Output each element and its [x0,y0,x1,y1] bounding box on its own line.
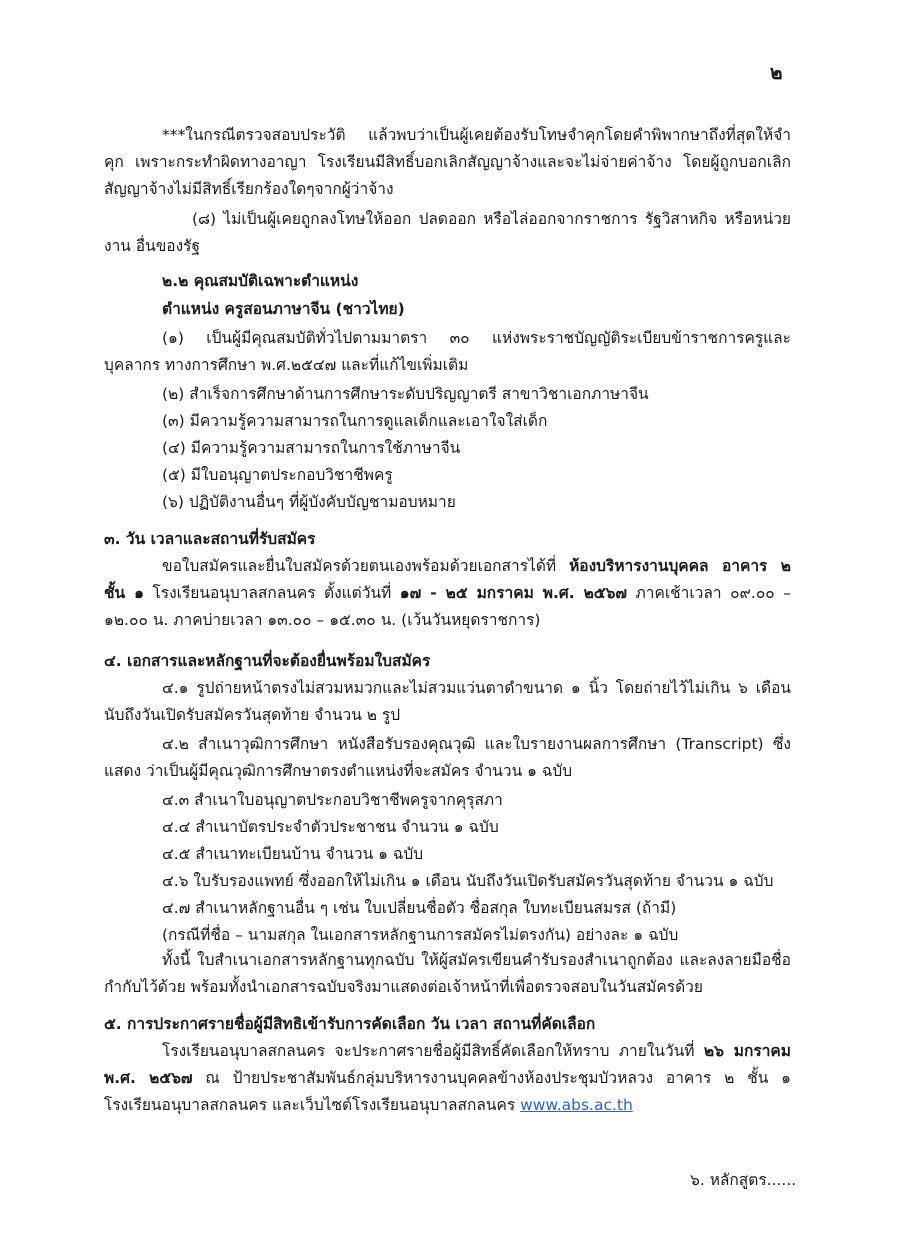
next-section-continuation: ๖. หลักสูตร...... [690,1171,797,1189]
document-4-7-note: (กรณีที่ชื่อ – นามสกุล ในเอกสารหลักฐานการสมัครไม่ตรงกัน) อย่างละ ๑ ฉบับ [162,926,679,944]
qualification-2: (๒) สำเร็จการศึกษาด้านการศึกษาระดับปริญญาตรี สาขาวิชาเอกภาษาจีน [162,385,649,403]
criminal-record-note: ***ในกรณีตรวจสอบประวัติ แล้วพบว่าเป็นผู้เคยต้องรับโทษจำคุกโดยคำพิพากษาถึงที่สุดให้จำคุก เพราะกระทำผิดทางอาญา โรงเรียนมีสิทธิ์บอกเลิกสัญญาจ้างและจะไม่จ่ายค่าจ้าง โดยผู้ถูกบอกเลิกสัญญาจ้างไม่มีสิทธิ์เรียกร้องใดๆจากผู้ว่าจ้าง [104,126,791,198]
section-4-heading: ๔. เอกสารและหลักฐานที่จะต้องยื่นพร้อมใบสมัคร [104,652,431,670]
page-number: ๒ [770,62,783,84]
document-4-6: ๔.๖ ใบรับรองแพทย์ ซึ่งออกให้ไม่เกิน ๑ เดือน นับถึงวันเปิดรับสมัครวันสุดท้าย จำนวน ๑ ฉบับ [162,872,774,890]
qualification-1: (๑) เป็นผู้มีคุณสมบัติทั่วไปตามมาตรา ๓๐ แห่งพระราชบัญญัติระเบียบข้าราชการครูและบุคลากร ทางการศึกษา พ.ศ.๒๕๔๗ และที่แก้ไขเพิ่มเติม [104,329,791,374]
document-4-1: ๔.๑ รูปถ่ายหน้าตรงไม่สวมหมวกและไม่สวมแว่นตาดำขนาด ๑ นิ้ว โดยถ่ายไว้ไม่เกิน ๖ เดือน นับถึงวันเปิดรับสมัครวันสุดท้าย จำนวน ๒ รูป [104,679,791,724]
section-5-heading: ๕. การประกาศรายชื่อผู้มีสิทธิเข้ารับการคัดเลือก วัน เวลา สถานที่คัดเลือก [104,1015,596,1033]
qualification-5: (๕) มีใบอนุญาตประกอบวิชาชีพครู [162,466,393,484]
section-3-text: ขอใบสมัครและยื่นใบสมัครด้วยตนเองพร้อมด้วยเอกสารได้ที่ ห้องบริหารงานบุคคล อาคาร ๒ ชั้น ๑ โรงเรียนอนุบาลสกลนคร ตั้งแต่วันที่ ๑๗ - ๒๕ มกราคม พ.ศ. ๒๕๖๗ ภาคเช้าเวลา ๐๙.๐๐ – ๑๒.๐๐ น. ภาคบ่ายเวลา ๑๓.๐๐ – ๑๕.๓๐ น. (เว้นวันหยุดราชการ) [104,557,791,629]
qualification-3: (๓) มีความรู้ความสามารถในการดูแลเด็กและเอาใจใส่เด็ก [162,412,548,430]
document-4-3: ๔.๓ สำเนาใบอนุญาตประกอบวิชาชีพครูจากคุรุสภา [162,791,503,809]
document-4-4: ๔.๔ สำเนาบัตรประจำตัวประชาชน จำนวน ๑ ฉบับ [162,818,499,836]
document-4-2: ๔.๒ สำเนาวุฒิการศึกษา หนังสือรับรองคุณวุฒิ และใบรายงานผลการศึกษา (Transcript) ซึ่งแสดง ว่าเป็นผู้มีคุณวุฒิการศึกษาตรงตำแหน่งที่จะสมัคร จำนวน ๑ ฉบับ [104,735,791,780]
section-3-heading: ๓. วัน เวลาและสถานที่รับสมัคร [104,530,316,548]
document-4-7: ๔.๗ สำเนาหลักฐานอื่น ๆ เช่น ใบเปลี่ยนชื่อตัว ชื่อสกุล ใบทะเบียนสมรส (ถ้ามี) [162,899,677,917]
qualification-4: (๔) มีความรู้ความสามารถในการใช้ภาษาจีน [162,439,461,457]
document-4-5: ๔.๕ สำเนาทะเบียนบ้าน จำนวน ๑ ฉบับ [162,845,424,863]
position-heading: ตำแหน่ง ครูสอนภาษาจีน (ชาวไทย) [162,300,405,318]
qualification-6: (๖) ปฏิบัติงานอื่นๆ ที่ผู้บังคับบัญชามอบหมาย [162,493,456,511]
section-5-text: โรงเรียนอนุบาลสกลนคร จะประกาศรายชื่อผู้มีสิทธิ์คัดเลือกให้ทราบ ภายในวันที่ ๒๖ มกราคม พ.ศ. ๒๕๖๗ ณ ป้ายประชาสัมพันธ์กลุ่มบริหารงานบุคคลข้างห้องประชุมบัวหลวง อาคาร ๒ ชั้น ๑ โรงเรียนอนุบาลสกลนคร และเว็บไซต์โรงเรียนอนุบาลสกลนคร www.abs.ac.th [104,1042,792,1114]
section-2-2-heading: ๒.๒ คุณสมบัติเฉพาะตำแหน่ง [162,272,359,290]
documents-certification-note: ทั้งนี้ ใบสำเนาเอกสารหลักฐานทุกฉบับ ให้ผู้สมัครเขียนคำรับรองสำเนาถูกต้อง และลงลายมือชื่อ กำกับไว้ด้วย พร้อมทั้งนำเอกสารฉบับจริงมาแสดงต่อเจ้าหน้าที่เพื่อตรวจสอบในวันสมัครด้วย [104,951,791,996]
qualification-8: (๘) ไม่เป็นผู้เคยถูกลงโทษให้ออก ปลดออก หรือไล่ออกจากราชการ รัฐวิสาหกิจ หรือหน่วยงาน อื่นของรัฐ [104,210,791,255]
school-website-link[interactable]: www.abs.ac.th [520,1096,633,1114]
